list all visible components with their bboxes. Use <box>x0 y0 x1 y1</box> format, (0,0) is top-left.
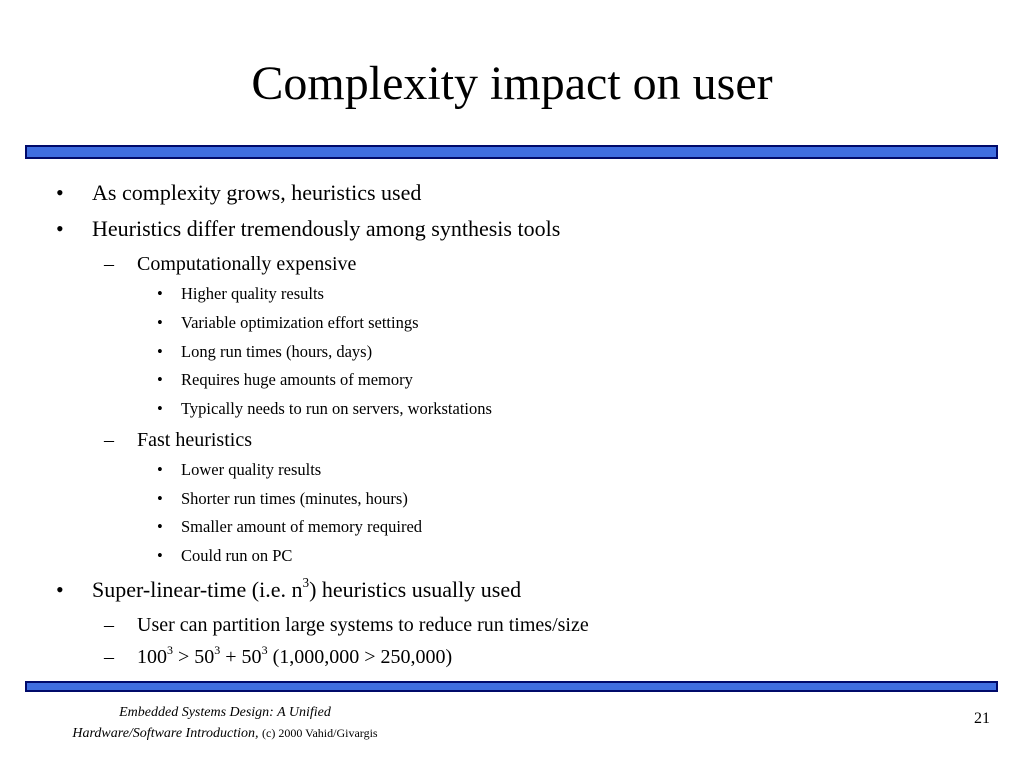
bullet-text: Typically needs to run on servers, workstations <box>181 399 492 418</box>
bullet-text-part: (1,000,000 > 250,000) <box>267 646 453 668</box>
top-divider-bar <box>25 145 998 159</box>
bullet-text-part: + 50 <box>220 646 262 668</box>
bullet-text: As complexity grows, heuristics used <box>92 180 422 205</box>
footer-copyright: (c) 2000 Vahid/Givargis <box>262 726 378 740</box>
bullet-marker: • <box>157 546 163 565</box>
superscript: 3 <box>214 643 221 657</box>
bottom-divider-bar <box>25 681 998 692</box>
bullet-text: Variable optimization effort settings <box>181 313 419 332</box>
superscript: 3 <box>261 643 268 657</box>
bullet-text: Computationally expensive <box>137 253 357 275</box>
bullet-text: Shorter run times (minutes, hours) <box>181 489 408 508</box>
bullet-marker: • <box>56 180 64 205</box>
bullet-marker: • <box>56 216 64 241</box>
bullet-marker: • <box>157 399 163 418</box>
bullet-text-part: Super-linear-time (i.e. n <box>92 577 303 602</box>
bullet-text-part: ) heuristics usually used <box>309 577 522 602</box>
bullet-text <box>92 577 521 603</box>
footer-citation <box>0 703 450 744</box>
bullet-text-part: 100 <box>137 646 167 668</box>
bullet-text: Heuristics differ tremendously among synthesis tools <box>92 216 561 241</box>
footer-line1: Embedded Systems Design: A Unified <box>119 705 331 720</box>
bullet-text <box>137 645 452 669</box>
footer-line2-italic: Hardware/Software Introduction, <box>72 726 259 741</box>
footer-line2 <box>0 723 450 744</box>
superscript: 3 <box>302 575 310 591</box>
page-number: 21 <box>974 710 990 727</box>
bullet-text: User can partition large systems to reduce run times/size <box>137 614 589 636</box>
bullet-marker: • <box>157 370 163 389</box>
slide-title: Complexity impact on user <box>251 57 773 110</box>
bullet-marker: • <box>157 489 163 508</box>
bullet-text: Requires huge amounts of memory <box>181 370 413 389</box>
bullet-text: Long run times (hours, days) <box>181 342 373 361</box>
dash-marker: – <box>104 614 114 636</box>
bullet-marker: • <box>157 342 163 361</box>
bullet-marker: • <box>56 577 64 602</box>
dash-marker: – <box>104 429 114 451</box>
bullet-text: Higher quality results <box>181 284 324 303</box>
bullet-marker: • <box>157 313 163 332</box>
bullet-marker: • <box>157 284 163 303</box>
bullet-text: Smaller amount of memory required <box>181 517 423 536</box>
bullet-marker: • <box>157 517 163 536</box>
dash-marker: – <box>104 253 114 275</box>
bullet-text-part: > 50 <box>173 646 215 668</box>
bullet-text: Could run on PC <box>181 546 293 565</box>
dash-marker: – <box>104 646 114 668</box>
bullet-text: Fast heuristics <box>137 429 252 451</box>
bullet-marker: • <box>157 460 163 479</box>
superscript: 3 <box>167 643 173 657</box>
bullet-text: Lower quality results <box>181 460 322 479</box>
